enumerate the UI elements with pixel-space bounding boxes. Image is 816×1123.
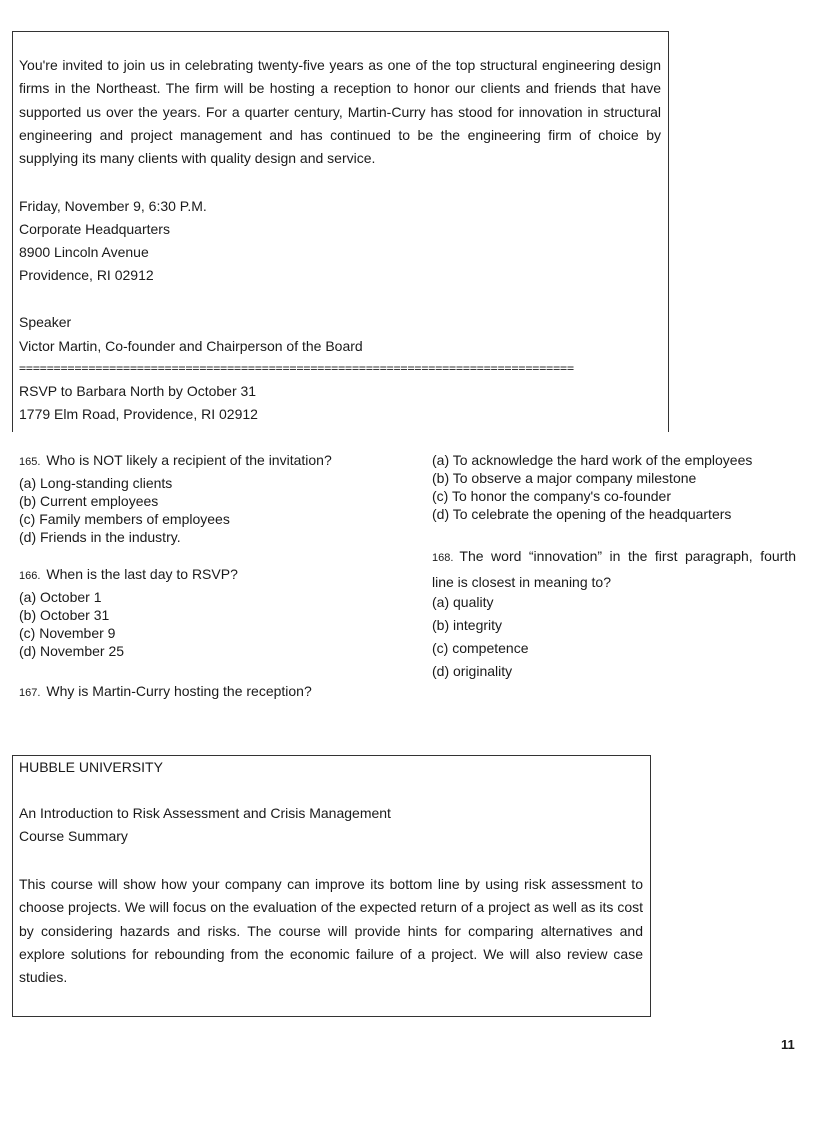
question-text: The word “innovation” in the first paragraph, fourth line is closest in meaning to? [432,548,796,590]
university-name: HUBBLE UNIVERSITY [19,759,163,775]
option-c[interactable]: (c) To honor the company's co-founder [432,488,671,504]
option-d[interactable]: (d) November 25 [19,643,125,659]
option-c[interactable]: (c) Family members of employees [19,511,230,527]
page-number: 11 [781,1037,795,1052]
option-b[interactable]: (b) October 31 [19,607,110,623]
options-167 [432,451,752,523]
rsvp-address: 1779 Elm Road, Providence, RI 02912 [19,406,258,422]
question-168 [432,544,796,594]
question-number: 165. [19,456,41,468]
option-c[interactable]: (c) November 9 [19,625,116,641]
options-165 [19,474,230,546]
tear-off-divider: ================================================================================ [19,361,574,375]
invitation-paragraph: You're invited to join us in celebrating twenty-five years as one of the top structural engineering design firms in the Northeast. The firm will be hosting a reception to honor our clients and friends that have supported us over the years. For a quarter century, Martin-Curry has stood for innovation in structural engineering and project management and has continued to be the engineering firm of choice by supplying its many clients with quality design and service. [19,57,661,167]
option-a[interactable]: (a) October 1 [19,589,102,605]
course-subtitle: Course Summary [19,828,128,844]
question-166 [19,565,238,585]
question-number: 166. [19,570,41,582]
option-a[interactable]: (a) Long-standing clients [19,475,173,491]
option-c[interactable]: (c) competence [432,640,529,656]
question-text: Why is Martin-Curry hosting the reception? [46,683,312,699]
option-d[interactable]: (d) To celebrate the opening of the headquarters [432,506,732,522]
question-text: When is the last day to RSVP? [46,566,238,582]
option-b[interactable]: (b) Current employees [19,493,159,509]
option-d[interactable]: (d) Friends in the industry. [19,529,181,545]
question-number: 167. [19,687,41,699]
event-venue: Corporate Headquarters [19,221,170,237]
question-165 [19,451,332,471]
speaker-heading: Speaker [19,314,72,330]
question-167 [19,682,312,702]
option-a[interactable]: (a) quality [432,594,494,610]
option-b[interactable]: (b) integrity [432,617,503,633]
event-city: Providence, RI 02912 [19,267,154,283]
question-number: 168. [432,552,454,564]
rsvp-contact: RSVP to Barbara North by October 31 [19,383,257,399]
course-title: An Introduction to Risk Assessment and Crisis Management [19,805,391,821]
question-text: Who is NOT likely a recipient of the invitation? [46,452,332,468]
option-d[interactable]: (d) originality [432,663,513,679]
event-street: 8900 Lincoln Avenue [19,244,149,260]
options-168 [432,591,528,683]
options-166 [19,588,124,660]
option-b[interactable]: (b) To observe a major company milestone [432,470,697,486]
course-paragraph: This course will show how your company can improve its bottom line by using risk assessment to choose projects. We will focus on the evaluation of the expected return of a project as well as its cost by considering hazards and risks. The course will provide hints for comparing alternatives and explore solutions for rebounding from the economic failure of a project. We will also review case studies. [19,876,643,986]
event-date: Friday, November 9, 6:30 P.M. [19,198,207,214]
speaker-name: Victor Martin, Co-founder and Chairperson of the Board [19,338,363,354]
option-a[interactable]: (a) To acknowledge the hard work of the employees [432,452,753,468]
